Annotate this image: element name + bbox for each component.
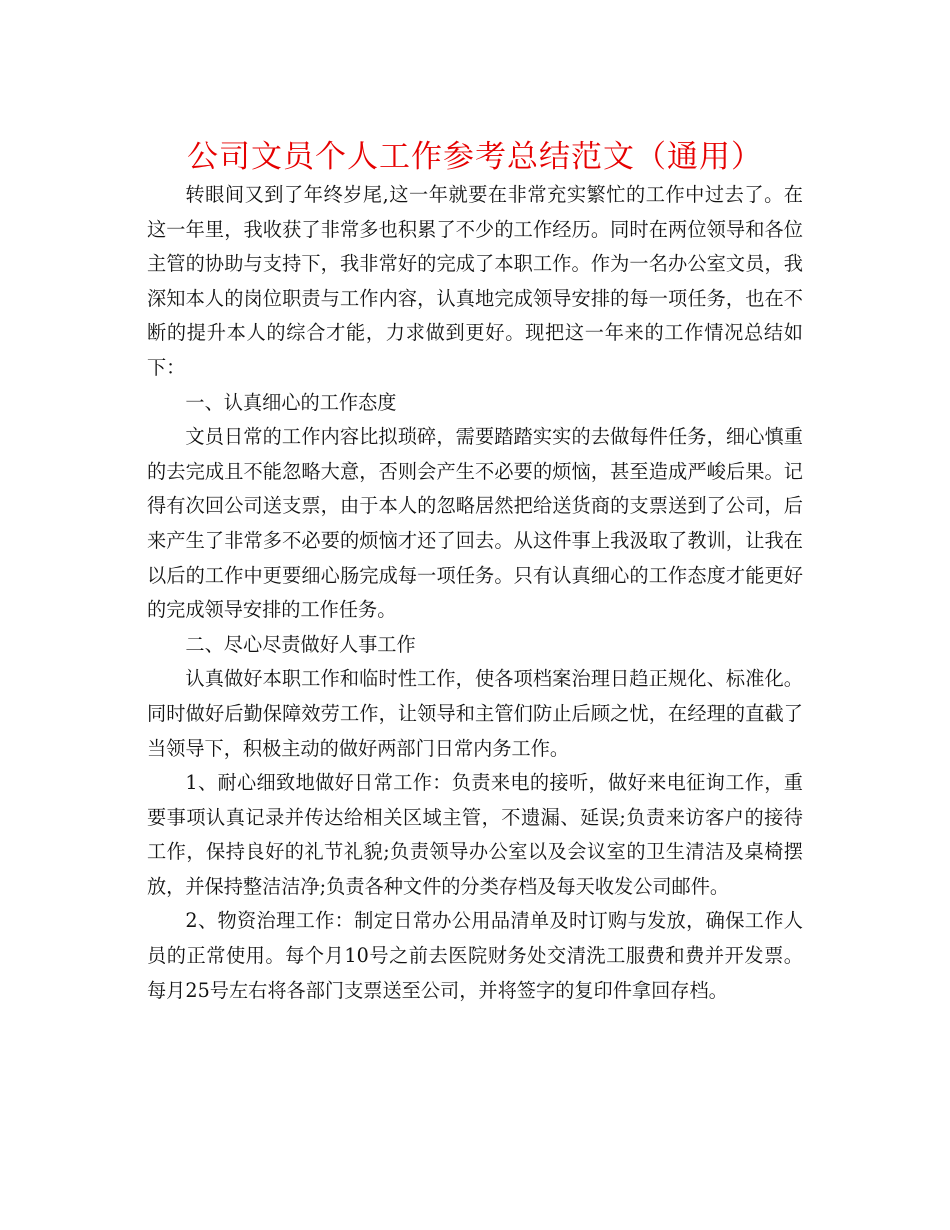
paragraph-personnel: 认真做好本职工作和临时性工作，使各项档案治理日趋正规化、标准化。同时做好后勤保障效劳工作，让领导和主管们防止后顾之忧，在经理的直截了当领导下，积极主动的做好两部门日常内务工作。 <box>147 667 803 760</box>
document-body <box>147 178 803 1008</box>
section-heading-1: 一、认真细心的工作态度 <box>185 390 397 414</box>
document-title: 公司文员个人工作参考总结范文（通用） <box>187 139 763 175</box>
paragraph-supplies: 2、物资治理工作：制定日常办公用品清单及时订购与发放，确保工作人员的正常使用。每个月10号之前去医院财务处交清洗工服费和费并开发票。每月25号左右将各部门支票送至公司，并将签字的复印件拿回存档。 <box>147 909 803 1002</box>
paragraph-daily-work: 1、耐心细致地做好日常工作：负责来电的接听，做好来电征询工作，重要事项认真记录并传达给相关区域主管，不遗漏、延误;负责来访客户的接待工作，保持良好的礼节礼貌;负责领导办公室以及会议室的卫生清洁及桌椅摆放，并保持整洁洁净;负责各种文件的分类存档及每天收发公司邮件。 <box>147 771 803 898</box>
section-heading-2: 二、尽心尽责做好人事工作 <box>185 632 416 656</box>
paragraph-attitude: 文员日常的工作内容比拟琐碎，需要踏踏实实的去做每件任务，细心慎重的去完成且不能忽略大意，否则会产生不必要的烦恼，甚至造成严峻后果。记得有次回公司送支票，由于本人的忽略居然把给送货商的支票送到了公司，后来产生了非常多不必要的烦恼才还了回去。从这件事上我汲取了教训，让我在以后的工作中更要细心肠完成每一项任务。只有认真细心的工作态度才能更好的完成领导安排的工作任务。 <box>147 425 803 622</box>
paragraph-intro: 转眼间又到了年终岁尾,这一年就要在非常充实繁忙的工作中过去了。在这一年里，我收获了非常多也积累了不少的工作经历。同时在两位领导和各位主管的协助与支持下，我非常好的完成了本职工作。作为一名办公室文员，我深知本人的岗位职责与工作内容，认真地完成领导安排的每一项任务，也在不断的提升本人的综合才能，力求做到更好。现把这一年来的工作情况总结如下： <box>147 183 803 379</box>
